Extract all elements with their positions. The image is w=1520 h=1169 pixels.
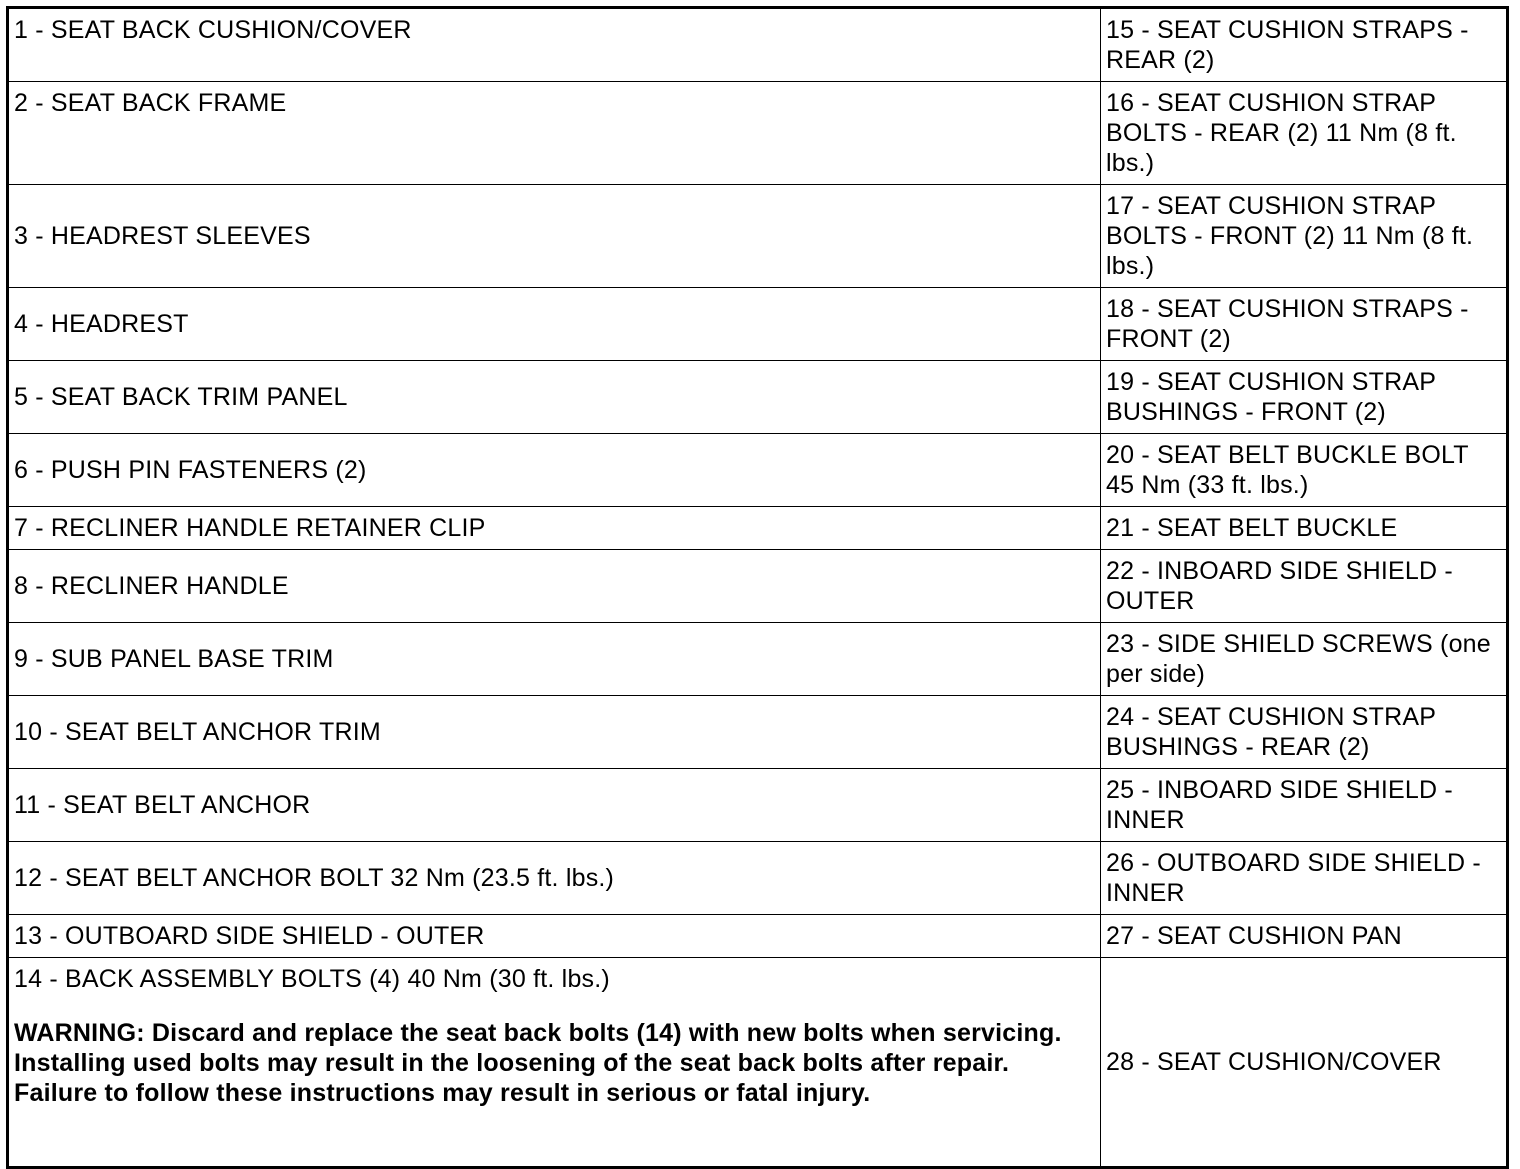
legend-item-24: 24 - SEAT CUSHION STRAP BUSHINGS - REAR (2) bbox=[1101, 696, 1508, 769]
legend-item-18: 18 - SEAT CUSHION STRAPS - FRONT (2) bbox=[1101, 288, 1508, 361]
table-row bbox=[8, 769, 1508, 842]
table-row bbox=[8, 507, 1508, 550]
table-row bbox=[8, 550, 1508, 623]
legend-item-22: 22 - INBOARD SIDE SHIELD - OUTER bbox=[1101, 550, 1508, 623]
table-row bbox=[8, 8, 1508, 82]
legend-item-20: 20 - SEAT BELT BUCKLE BOLT 45 Nm (33 ft. lbs.) bbox=[1101, 434, 1508, 507]
legend-item-27: 27 - SEAT CUSHION PAN bbox=[1101, 915, 1508, 958]
legend-item-9: 9 - SUB PANEL BASE TRIM bbox=[8, 623, 1101, 696]
legend-item-8: 8 - RECLINER HANDLE bbox=[8, 550, 1101, 623]
legend-item-13: 13 - OUTBOARD SIDE SHIELD - OUTER bbox=[8, 915, 1101, 958]
table-row bbox=[8, 842, 1508, 915]
table-row bbox=[8, 915, 1508, 958]
legend-item-6: 6 - PUSH PIN FASTENERS (2) bbox=[8, 434, 1101, 507]
legend-item-4: 4 - HEADREST bbox=[8, 288, 1101, 361]
legend-item-10: 10 - SEAT BELT ANCHOR TRIM bbox=[8, 696, 1101, 769]
table-row bbox=[8, 958, 1508, 1168]
legend-item-26: 26 - OUTBOARD SIDE SHIELD - INNER bbox=[1101, 842, 1508, 915]
table-row bbox=[8, 696, 1508, 769]
legend-item-5: 5 - SEAT BACK TRIM PANEL bbox=[8, 361, 1101, 434]
legend-item-2: 2 - SEAT BACK FRAME bbox=[8, 82, 1101, 185]
table-row bbox=[8, 82, 1508, 185]
legend-item-17: 17 - SEAT CUSHION STRAP BOLTS - FRONT (2) 11 Nm (8 ft. lbs.) bbox=[1101, 185, 1508, 288]
table-row bbox=[8, 623, 1508, 696]
legend-item-14-cell bbox=[8, 958, 1101, 1168]
legend-item-14: 14 - BACK ASSEMBLY BOLTS (4) 40 Nm (30 ft. lbs.) bbox=[14, 965, 610, 993]
legend-item-25: 25 - INBOARD SIDE SHIELD - INNER bbox=[1101, 769, 1508, 842]
legend-item-21: 21 - SEAT BELT BUCKLE bbox=[1101, 507, 1508, 550]
table-row bbox=[8, 361, 1508, 434]
table-row bbox=[8, 434, 1508, 507]
table-row bbox=[8, 288, 1508, 361]
parts-legend-table bbox=[6, 6, 1509, 1169]
legend-item-11: 11 - SEAT BELT ANCHOR bbox=[8, 769, 1101, 842]
legend-item-16: 16 - SEAT CUSHION STRAP BOLTS - REAR (2) 11 Nm (8 ft. lbs.) bbox=[1101, 82, 1508, 185]
legend-item-23: 23 - SIDE SHIELD SCREWS (one per side) bbox=[1101, 623, 1508, 696]
legend-item-12: 12 - SEAT BELT ANCHOR BOLT 32 Nm (23.5 ft. lbs.) bbox=[8, 842, 1101, 915]
table-row bbox=[8, 185, 1508, 288]
legend-item-15: 15 - SEAT CUSHION STRAPS - REAR (2) bbox=[1101, 8, 1508, 82]
warning-text: WARNING: Discard and replace the seat back bolts (14) with new bolts when servicing. Installing used bolts may result in the loosening of the seat back bolts after repair. Failure to follow these instructions may result in serious or fatal injury. bbox=[14, 1019, 1062, 1107]
legend-item-7: 7 - RECLINER HANDLE RETAINER CLIP bbox=[8, 507, 1101, 550]
legend-item-19: 19 - SEAT CUSHION STRAP BUSHINGS - FRONT (2) bbox=[1101, 361, 1508, 434]
legend-item-3: 3 - HEADREST SLEEVES bbox=[8, 185, 1101, 288]
legend-item-1: 1 - SEAT BACK CUSHION/COVER bbox=[8, 8, 1101, 82]
legend-item-28: 28 - SEAT CUSHION/COVER bbox=[1101, 958, 1508, 1168]
